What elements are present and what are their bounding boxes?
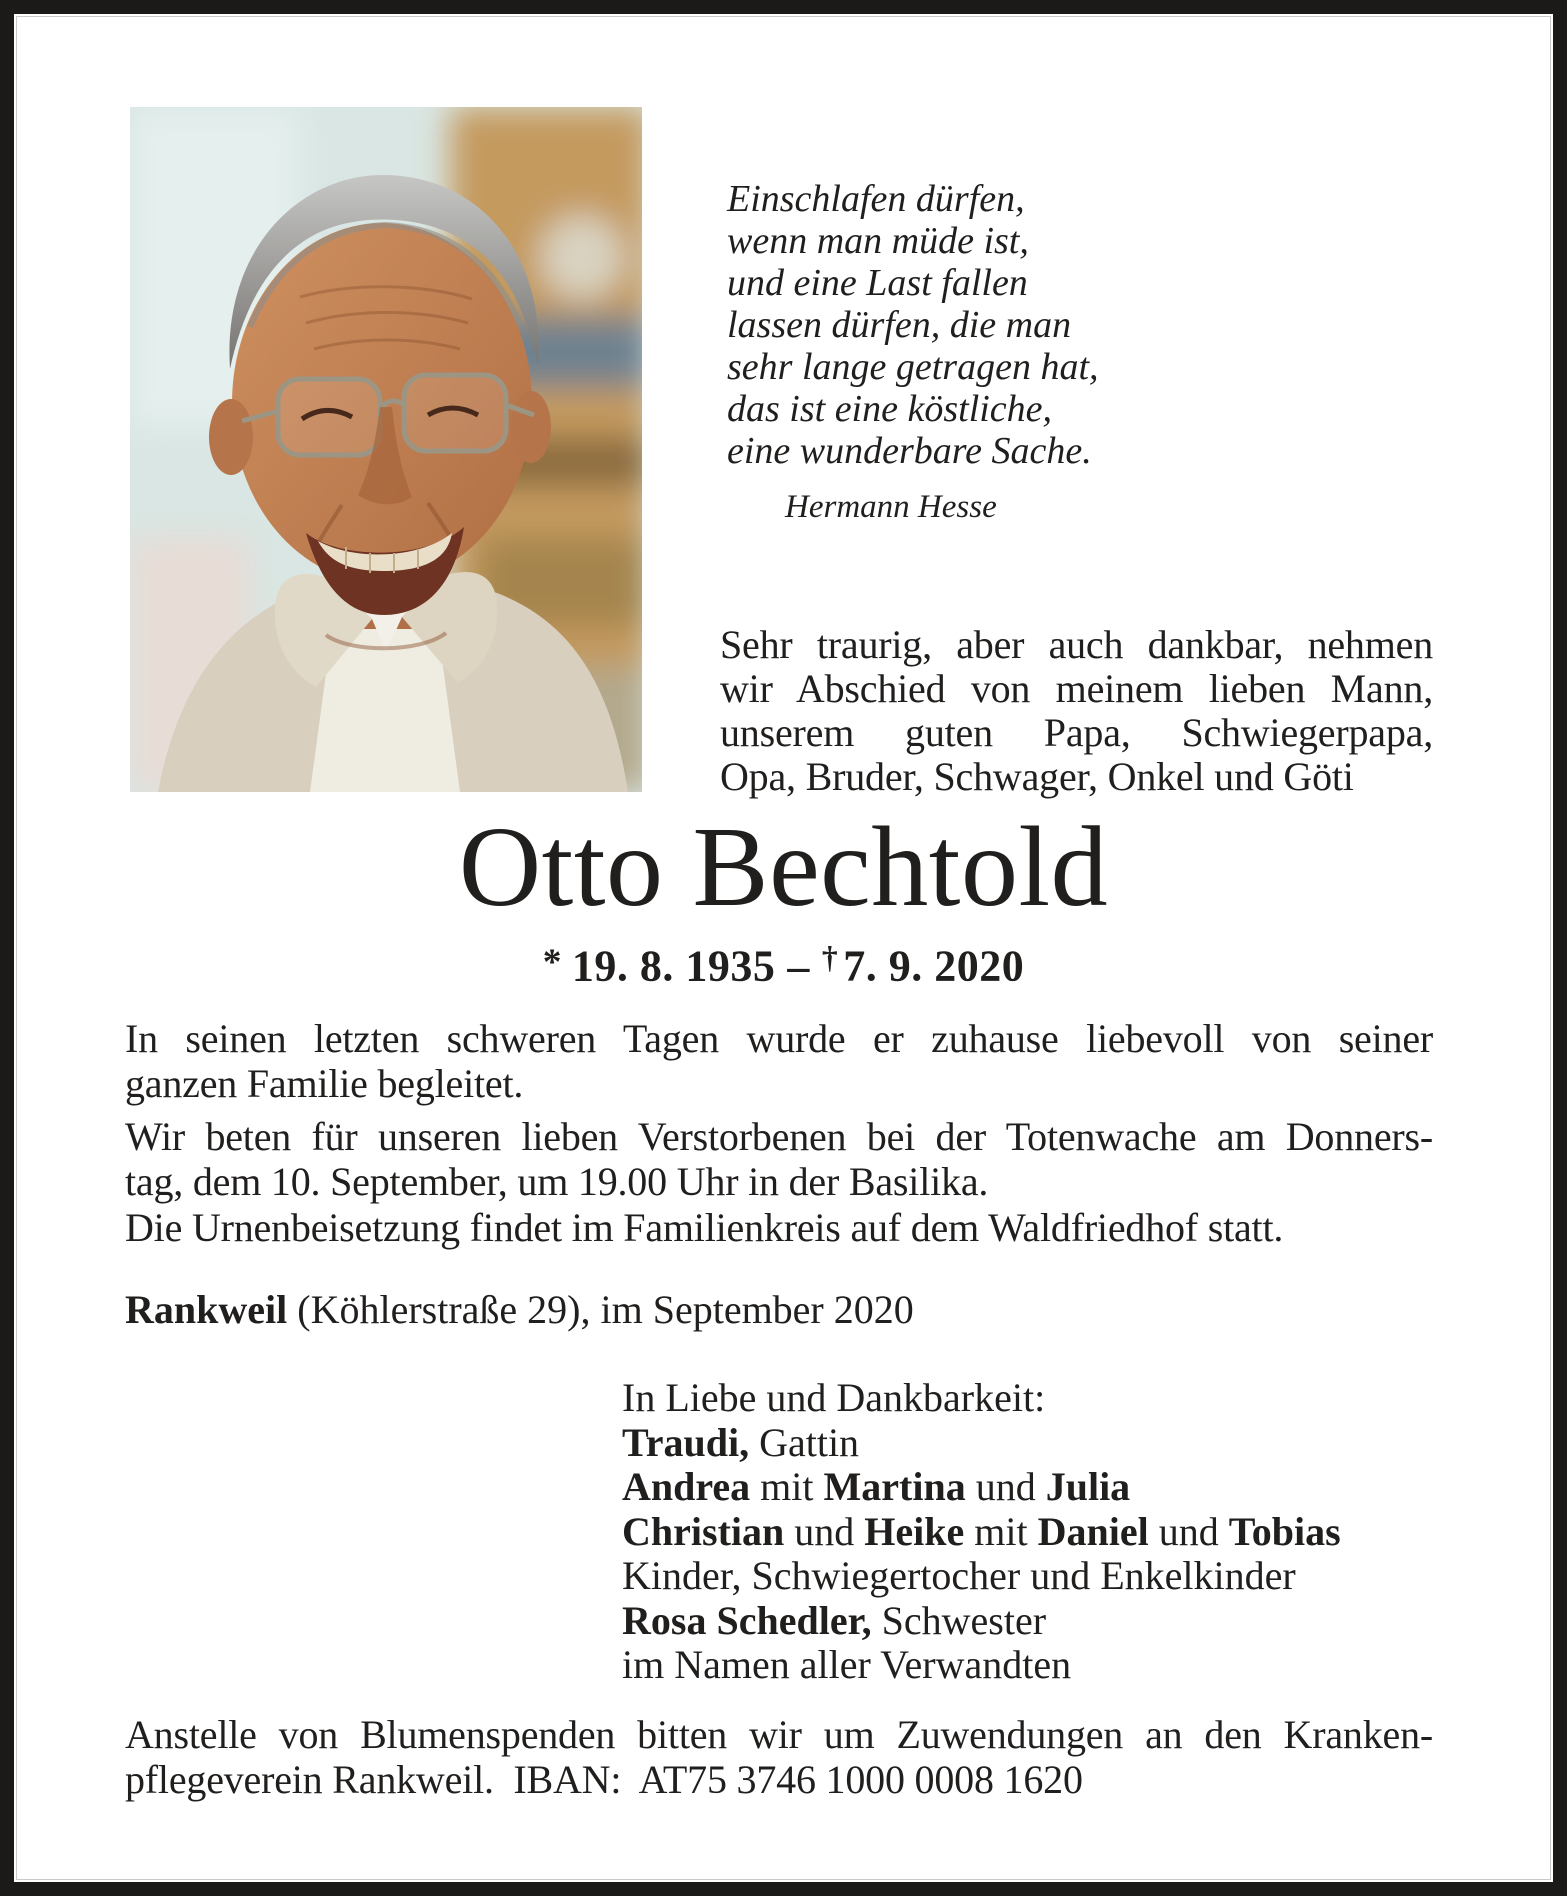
portrait-photo-illustration xyxy=(130,107,642,792)
life-dates xyxy=(14,940,1553,992)
birth-star-symbol: * xyxy=(542,941,562,983)
death-dagger-symbol: † xyxy=(821,940,839,975)
mourner-relation: im Namen aller Verwandten xyxy=(622,1642,1072,1687)
mourner-name: Andrea xyxy=(622,1464,751,1509)
deceased-name: Otto Bechtold xyxy=(458,803,1109,930)
mourners-intro: In Liebe und Dankbarkeit: xyxy=(622,1375,1046,1420)
quote-line: und eine Last fallen xyxy=(727,262,1028,304)
quote-line: wenn man müde ist, xyxy=(727,220,1029,262)
mourner-line xyxy=(622,1421,1341,1466)
body-line: Wir beten für unseren lieben Verstorbenen bei der Totenwache am Donners- xyxy=(125,1114,1433,1159)
dates-separator: – xyxy=(787,941,810,991)
birth-date: 19. 8. 1935 xyxy=(571,941,776,991)
donation-paragraph xyxy=(125,1712,1433,1802)
body-line: ganzen Familie begleitet. xyxy=(125,1061,524,1106)
mourner-relation: Gattin xyxy=(749,1419,860,1465)
body-line: In seinen letzten schweren Tagen wurde er zuhause liebevoll von seiner xyxy=(125,1016,1433,1061)
mourner-connector: und xyxy=(1148,1508,1229,1554)
mourners-list xyxy=(622,1376,1341,1688)
place-date-rest: (Köhlerstraße 29), im September 2020 xyxy=(287,1287,914,1332)
quote-line: das ist eine köstliche, xyxy=(727,388,1053,430)
farewell-line: wir Abschied von meinem lieben Mann, xyxy=(720,666,1433,711)
place-name: Rankweil xyxy=(125,1287,288,1332)
mourner-name: Rosa Schedler, xyxy=(622,1597,872,1643)
mourner-name: Julia xyxy=(1045,1464,1131,1509)
mourner-name: Martina xyxy=(823,1464,966,1509)
donation-line: pflegeverein Rankweil. IBAN: AT75 3746 1000 0008 1620 xyxy=(125,1757,1083,1802)
farewell-paragraph xyxy=(720,623,1433,799)
quote-line: eine wunderbare Sache. xyxy=(727,430,1092,472)
quote-line: sehr lange getragen hat, xyxy=(727,346,1099,388)
death-date: 7. 9. 2020 xyxy=(843,941,1025,991)
mourner-connector: mit xyxy=(964,1508,1038,1554)
mourner-connector: und xyxy=(965,1464,1046,1509)
mourner-connector: mit xyxy=(750,1464,824,1509)
mourner-line xyxy=(622,1465,1341,1510)
quote-attribution: Hermann Hesse xyxy=(785,489,997,525)
mourner-line xyxy=(622,1554,1341,1599)
memorial-quote xyxy=(727,178,1099,528)
paragraph-family-care xyxy=(125,1016,1433,1106)
mourner-connector: und xyxy=(784,1508,865,1554)
mourner-line xyxy=(622,1599,1341,1644)
mourner-name: Traudi, xyxy=(622,1419,750,1465)
portrait-photo xyxy=(130,107,642,792)
mourner-relation: Kinder, Schwiegertocher und Enkelkinder xyxy=(622,1553,1296,1598)
body-line: tag, dem 10. September, um 19.00 Uhr in der Basilika. xyxy=(125,1159,989,1204)
place-date-line xyxy=(125,1286,1433,1333)
quote-line: lassen dürfen, die man xyxy=(727,304,1072,346)
mourner-line xyxy=(622,1510,1341,1555)
mourner-name: Tobias xyxy=(1228,1508,1341,1554)
donation-line: Anstelle von Blumenspenden bitten wir um Zuwendungen an den Kranken- xyxy=(125,1712,1433,1757)
mourner-name: Christian xyxy=(622,1508,785,1554)
paragraph-wake-announcement xyxy=(125,1114,1433,1204)
mourner-line xyxy=(622,1643,1341,1688)
mourner-relation: Schwester xyxy=(871,1597,1047,1643)
mourner-name: Daniel xyxy=(1037,1508,1149,1554)
quote-line: Einschlafen dürfen, xyxy=(727,178,1025,220)
mourner-name: Heike xyxy=(864,1508,965,1554)
farewell-line: unserem guten Papa, Schwiegerpapa, xyxy=(720,710,1433,755)
farewell-line: Opa, Bruder, Schwager, Onkel und Göti xyxy=(720,754,1354,799)
farewell-line: Sehr traurig, aber auch dankbar, nehmen xyxy=(720,622,1433,667)
body-line: Die Urnenbeisetzung findet im Familienkreis auf dem Waldfriedhof statt. xyxy=(125,1205,1284,1250)
paragraph-burial-announcement xyxy=(125,1205,1433,1250)
